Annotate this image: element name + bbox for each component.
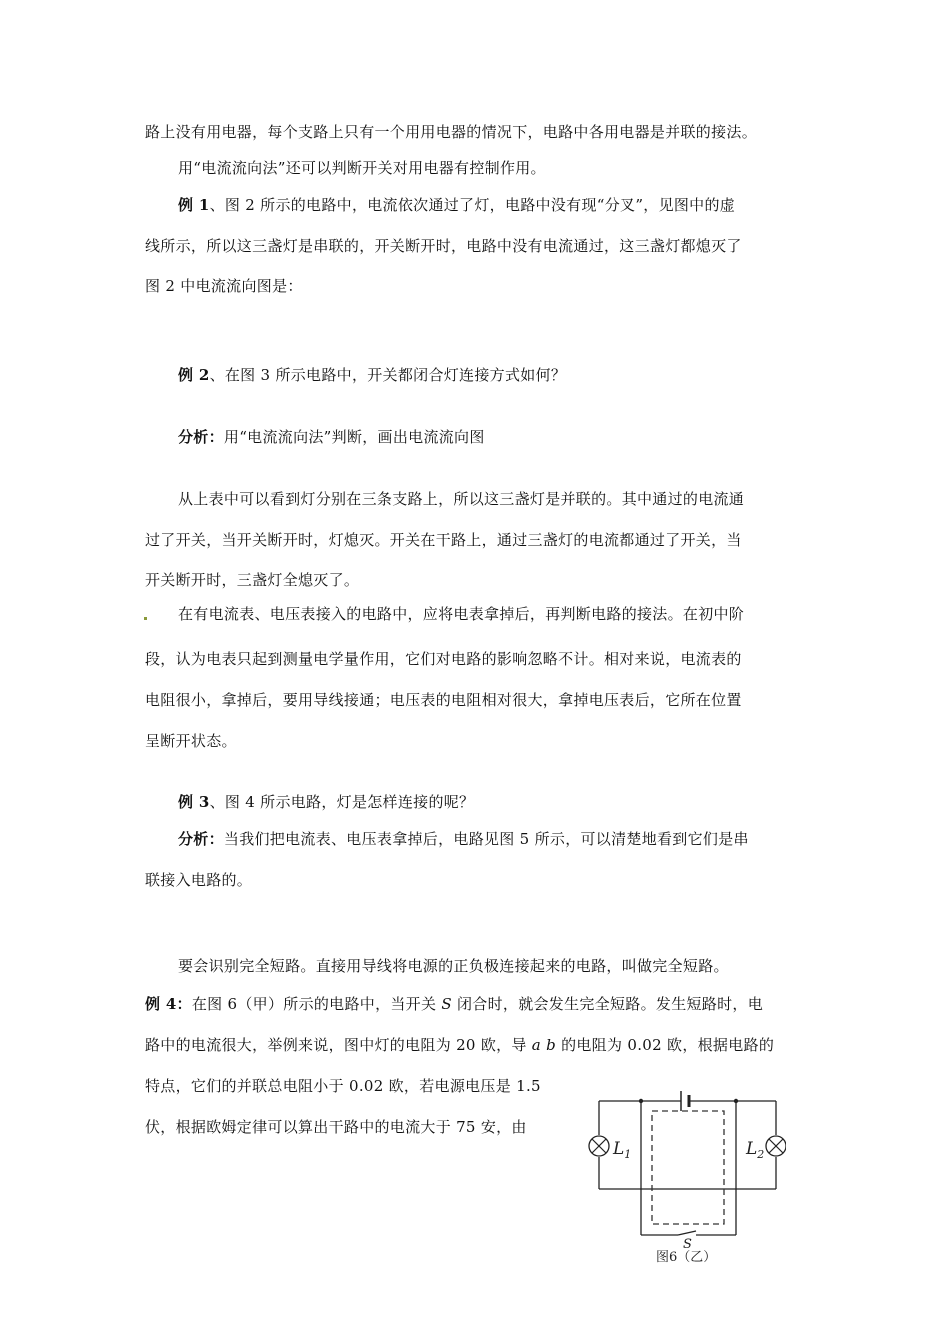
lamp-l1-icon <box>589 1136 609 1156</box>
paragraph-line: 路上没有用电器，每个支路上只有一个用用电器的情况下，电路中各用电器是并联的接法。 <box>145 123 758 141</box>
text-segment: 的电阻为 0.02 欧，根据电路的 <box>556 1036 775 1054</box>
wire-symbol: a b <box>531 1036 557 1054</box>
paragraph-line: 图 2 中电流流向图是： <box>145 277 303 295</box>
paragraph-line: 电阻很小，拿掉后，要用导线接通；电压表的电阻相对很大，拿掉电压表后，它所在位置 <box>145 691 742 709</box>
example-4-line <box>145 994 763 1014</box>
paragraph-line: 段，认为电表只起到测量电学量作用，它们对电路的影响忽略不计。相对来说，电流表的 <box>145 650 742 668</box>
lamp-l1-label: $L_1$ <box>613 1139 632 1161</box>
example-3-line <box>178 792 474 812</box>
paragraph-line: 联接入电路的。 <box>145 871 253 889</box>
example-label: 例 4： <box>145 995 192 1013</box>
example-text: 、图 4 所示电路，灯是怎样连接的呢？ <box>209 793 475 811</box>
paragraph-line: 开关断开时，三盏灯全熄灭了。 <box>145 571 360 589</box>
analysis-label: 分析： <box>178 428 224 446</box>
example-text: 闭合时，就会发生完全短路。发生短路时，电 <box>451 995 763 1013</box>
example-text: 在图 6（甲）所示的电路中，当开关 <box>191 995 442 1013</box>
switch-label: S <box>683 1237 692 1252</box>
paragraph-line: 从上表中可以看到灯分别在三条支路上，所以这三盏灯是并联的。其中通过的电流通 <box>178 490 745 508</box>
paragraph-line: 要会识别完全短路。直接用导线将电源的正负极连接起来的电路，叫做完全短路。 <box>178 957 729 975</box>
paragraph-line: 线所示，所以这三盏灯是串联的，开关断开时，电路中没有电流通过，这三盏灯都熄灭了 <box>145 237 742 255</box>
example-text: 、在图 3 所示电路中，开关都闭合灯连接方式如何？ <box>209 366 567 384</box>
example-label: 例 2 <box>178 366 210 384</box>
analysis-1-line <box>178 427 485 447</box>
stray-mark <box>144 617 147 620</box>
switch-symbol: S <box>441 995 452 1013</box>
battery-icon <box>681 1091 689 1111</box>
circuit-diagram <box>586 1085 786 1263</box>
analysis-text: 当我们把电流表、电压表拿掉后，电路见图 5 所示，可以清楚地看到它们是串 <box>223 830 749 848</box>
paragraph-line: 伏，根据欧姆定律可以算出干路中的电流大于 75 安，由 <box>145 1118 527 1136</box>
current-path-dashed <box>652 1111 724 1224</box>
example-text: 、图 2 所示的电路中，电流依次通过了灯，电路中没有现“分叉”，见图中的虚 <box>209 196 736 214</box>
example-1-line <box>178 195 735 215</box>
paragraph-line: 用“电流流向法”还可以判断开关对用电器有控制作用。 <box>178 159 546 177</box>
example-2-line <box>178 365 566 385</box>
paragraph-line <box>145 1035 774 1055</box>
figure-caption: 图6（乙） <box>656 1250 717 1263</box>
switch-lever <box>678 1231 696 1235</box>
analysis-label: 分析： <box>178 830 224 848</box>
lamp-l2-label: $L_2$ <box>746 1139 765 1161</box>
junction-dot <box>639 1099 643 1103</box>
paragraph-line: 过了开关，当开关断开时，灯熄灭。开关在干路上，通过三盏灯的电流都通过了开关，当 <box>145 531 742 549</box>
example-label: 例 1 <box>178 196 210 214</box>
junction-dot <box>734 1099 738 1103</box>
analysis-2-line <box>178 829 749 849</box>
paragraph-line: 在有电流表、电压表接入的电路中，应将电表拿掉后，再判断电路的接法。在初中阶 <box>178 605 745 623</box>
paragraph-line: 呈断开状态。 <box>145 732 237 750</box>
example-label: 例 3 <box>178 793 210 811</box>
analysis-text: 用“电流流向法”判断，画出电流流向图 <box>223 428 485 446</box>
lamp-l2-icon <box>766 1136 786 1156</box>
paragraph-line: 特点，它们的并联总电阻小于 0.02 欧，若电源电压是 1.5 <box>145 1077 541 1095</box>
text-segment: 路中的电流很大，举例来说，图中灯的电阻为 20 欧，导 <box>145 1036 532 1054</box>
